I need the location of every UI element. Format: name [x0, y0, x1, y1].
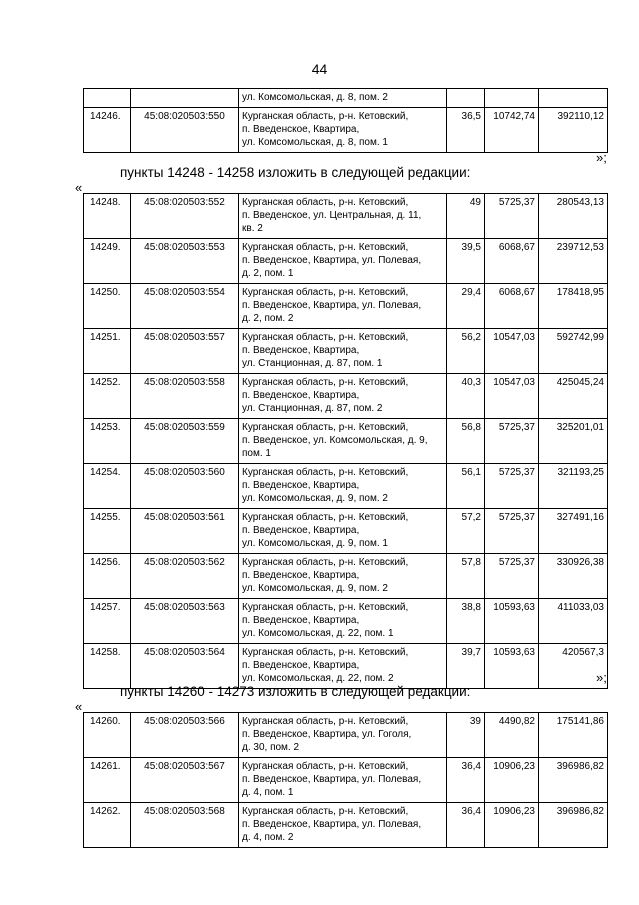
address-cell: Курганская область, р-н. Кетовский, п. Введенское, Квартира, ул. Комсомольская, д. 9, пом. 2 [239, 554, 447, 599]
unit-price-cell: 10547,03 [485, 374, 539, 419]
address-cell: Курганская область, р-н. Кетовский, п. Введенское, Квартира, ул. Полевая, д. 4, пом. 1 [239, 758, 447, 803]
cadastral-value-cell: 592742,99 [539, 329, 608, 374]
area-cell: 56,8 [447, 419, 485, 464]
cadastral-number-cell: 45:08:020503:567 [131, 758, 239, 803]
registry-table-amended [83, 193, 608, 689]
closing-quote: »; [596, 670, 607, 685]
cadastral-value-cell: 327491,16 [539, 509, 608, 554]
area-cell: 36,4 [447, 803, 485, 848]
area-cell: 39,5 [447, 239, 485, 284]
closing-quote: »; [596, 150, 607, 165]
cadastral-value-cell: 411033,03 [539, 599, 608, 644]
row-number-cell: 14254. [84, 464, 131, 509]
area-cell: 39 [447, 713, 485, 758]
row-number-cell: 14260. [84, 713, 131, 758]
address-cell: ул. Комсомольская, д. 8, пом. 2 [239, 89, 447, 108]
row-number-cell: 14251. [84, 329, 131, 374]
address-cell: Курганская область, р-н. Кетовский, п. Введенское, ул. Комсомольская, д. 9, пом. 1 [239, 419, 447, 464]
unit-price-cell: 6068,67 [485, 239, 539, 284]
cadastral-number-cell: 45:08:020503:561 [131, 509, 239, 554]
cadastral-value-cell: 280543,13 [539, 194, 608, 239]
row-number-cell: 14258. [84, 644, 131, 689]
address-cell: Курганская область, р-н. Кетовский, п. Введенское, Квартира, ул. Полевая, д. 2, пом. 2 [239, 284, 447, 329]
cadastral-number-cell: 45:08:020503:560 [131, 464, 239, 509]
table-row [84, 329, 608, 374]
table-row [84, 758, 608, 803]
table-row [84, 284, 608, 329]
address-cell: Курганская область, р-н. Кетовский, п. Введенское, Квартира, ул. Станционная, д. 87, пом. 2 [239, 374, 447, 419]
cadastral-value-cell [539, 89, 608, 108]
cadastral-value-cell: 330926,38 [539, 554, 608, 599]
unit-price-cell: 5725,37 [485, 464, 539, 509]
row-number-cell: 14255. [84, 509, 131, 554]
unit-price-cell [485, 89, 539, 108]
unit-price-cell: 5725,37 [485, 194, 539, 239]
table-row [84, 644, 608, 689]
address-cell: Курганская область, р-н. Кетовский, п. Введенское, Квартира, ул. Комсомольская, д. 9, пом. 1 [239, 509, 447, 554]
amendment-intro-text: пункты 14248 - 14258 изложить в следующей редакции: [120, 165, 471, 180]
cadastral-number-cell: 45:08:020503:553 [131, 239, 239, 284]
table-row [84, 464, 608, 509]
cadastral-value-cell: 321193,25 [539, 464, 608, 509]
row-number-cell: 14248. [84, 194, 131, 239]
address-cell: Курганская область, р-н. Кетовский, п. Введенское, Квартира, ул. Комсомольская, д. 9, пом. 2 [239, 464, 447, 509]
cadastral-number-cell: 45:08:020503:562 [131, 554, 239, 599]
unit-price-cell: 10593,63 [485, 644, 539, 689]
cadastral-value-cell: 396986,82 [539, 803, 608, 848]
table-row [84, 194, 608, 239]
unit-price-cell: 5725,37 [485, 509, 539, 554]
cadastral-number-cell: 45:08:020503:557 [131, 329, 239, 374]
row-number-cell [84, 89, 131, 108]
row-number-cell: 14253. [84, 419, 131, 464]
row-number-cell: 14256. [84, 554, 131, 599]
unit-price-cell: 10742,74 [485, 108, 539, 153]
cadastral-number-cell: 45:08:020503:564 [131, 644, 239, 689]
unit-price-cell: 6068,67 [485, 284, 539, 329]
address-cell: Курганская область, р-н. Кетовский, п. Введенское, Квартира, ул. Гоголя, д. 30, пом. 2 [239, 713, 447, 758]
table-row [84, 554, 608, 599]
address-cell: Курганская область, р-н. Кетовский, п. Введенское, Квартира, ул. Полевая, д. 2, пом. 1 [239, 239, 447, 284]
address-cell: Курганская область, р-н. Кетовский, п. Введенское, Квартира, ул. Станционная, д. 87, пом. 1 [239, 329, 447, 374]
cadastral-value-cell: 178418,95 [539, 284, 608, 329]
unit-price-cell: 10906,23 [485, 803, 539, 848]
registry-table-amended [83, 712, 608, 848]
cadastral-value-cell: 239712,53 [539, 239, 608, 284]
cadastral-number-cell: 45:08:020503:558 [131, 374, 239, 419]
area-cell: 39,7 [447, 644, 485, 689]
cadastral-number-cell: 45:08:020503:554 [131, 284, 239, 329]
table-row [84, 713, 608, 758]
table-row [84, 239, 608, 284]
cadastral-number-cell: 45:08:020503:566 [131, 713, 239, 758]
area-cell: 57,2 [447, 509, 485, 554]
row-number-cell: 14261. [84, 758, 131, 803]
cadastral-value-cell: 396986,82 [539, 758, 608, 803]
area-cell: 38,8 [447, 599, 485, 644]
area-cell: 40,3 [447, 374, 485, 419]
cadastral-number-cell [131, 89, 239, 108]
unit-price-cell: 5725,37 [485, 419, 539, 464]
cadastral-value-cell: 420567,3 [539, 644, 608, 689]
row-number-cell: 14262. [84, 803, 131, 848]
row-number-cell: 14249. [84, 239, 131, 284]
page-number: 44 [311, 61, 328, 77]
area-cell: 56,2 [447, 329, 485, 374]
unit-price-cell: 10906,23 [485, 758, 539, 803]
cadastral-value-cell: 325201,01 [539, 419, 608, 464]
unit-price-cell: 4490,82 [485, 713, 539, 758]
row-number-cell: 14252. [84, 374, 131, 419]
area-cell: 36,4 [447, 758, 485, 803]
table-row [84, 89, 608, 108]
unit-price-cell: 10547,03 [485, 329, 539, 374]
address-cell: Курганская область, р-н. Кетовский, п. Введенское, ул. Центральная, д. 11, кв. 2 [239, 194, 447, 239]
address-cell: Курганская область, р-н. Кетовский, п. Введенское, Квартира, ул. Комсомольская, д. 22, пом. 1 [239, 599, 447, 644]
table-row [84, 803, 608, 848]
cadastral-value-cell: 392110,12 [539, 108, 608, 153]
table-row [84, 509, 608, 554]
area-cell: 56,1 [447, 464, 485, 509]
area-cell [447, 89, 485, 108]
address-cell: Курганская область, р-н. Кетовский, п. Введенское, Квартира, ул. Полевая, д. 4, пом. 2 [239, 803, 447, 848]
table-row [84, 374, 608, 419]
area-cell: 49 [447, 194, 485, 239]
registry-table-continuation [83, 88, 608, 153]
area-cell: 36,5 [447, 108, 485, 153]
opening-quote: « [75, 699, 83, 714]
cadastral-number-cell: 45:08:020503:568 [131, 803, 239, 848]
cadastral-number-cell: 45:08:020503:563 [131, 599, 239, 644]
table-row [84, 599, 608, 644]
row-number-cell: 14246. [84, 108, 131, 153]
table-row [84, 108, 608, 153]
row-number-cell: 14257. [84, 599, 131, 644]
amendment-intro-text: пункты 14260 - 14273 изложить в следующей редакции: [120, 684, 471, 699]
address-cell: Курганская область, р-н. Кетовский, п. Введенское, Квартира, ул. Комсомольская, д. 8, пом. 1 [239, 108, 447, 153]
area-cell: 57,8 [447, 554, 485, 599]
cadastral-value-cell: 175141,86 [539, 713, 608, 758]
opening-quote: « [75, 180, 83, 195]
address-cell: Курганская область, р-н. Кетовский, п. Введенское, Квартира, ул. Комсомольская, д. 22, пом. 2 [239, 644, 447, 689]
cadastral-number-cell: 45:08:020503:559 [131, 419, 239, 464]
unit-price-cell: 10593,63 [485, 599, 539, 644]
row-number-cell: 14250. [84, 284, 131, 329]
cadastral-number-cell: 45:08:020503:550 [131, 108, 239, 153]
cadastral-number-cell: 45:08:020503:552 [131, 194, 239, 239]
cadastral-value-cell: 425045,24 [539, 374, 608, 419]
unit-price-cell: 5725,37 [485, 554, 539, 599]
table-row [84, 419, 608, 464]
area-cell: 29,4 [447, 284, 485, 329]
